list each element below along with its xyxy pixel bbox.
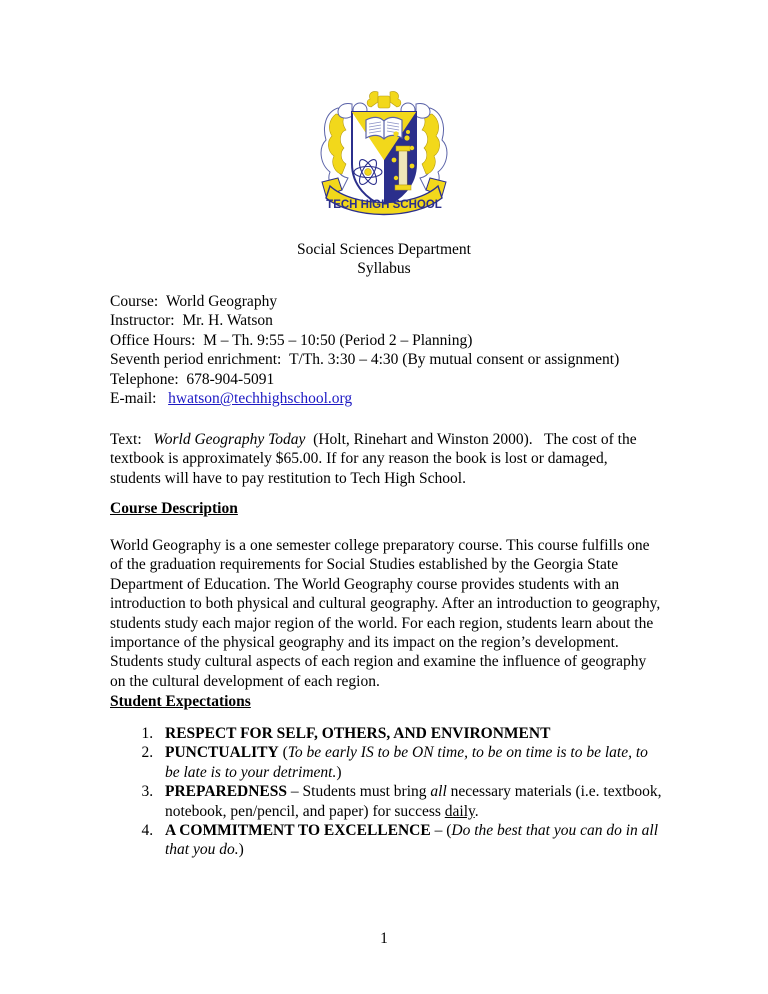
- tech-high-school-crest-icon: [308, 86, 460, 222]
- text-label: Text:: [110, 431, 142, 448]
- expectation-italic: Do the best that you can do in all that you do.: [165, 822, 659, 859]
- expectation-lead: A COMMITMENT TO EXCELLENCE: [165, 822, 431, 840]
- email-line: [110, 389, 662, 408]
- document-type-title: Syllabus: [357, 260, 411, 277]
- expectation-item: [157, 821, 662, 860]
- office-hours-line: [110, 331, 662, 350]
- expectation-lead: RESPECT FOR SELF, OTHERS, AND ENVIRONMENT: [165, 725, 551, 742]
- office-hours-label: Office Hours:: [110, 331, 196, 349]
- expectation-lead: PREPAREDNESS: [165, 783, 288, 801]
- header-title-block: [0, 240, 768, 278]
- expectation-italic: To be early IS to be ON time, to be on time is to be late, to be late is to your detriment.: [165, 744, 648, 781]
- expectation-underlined: daily: [444, 802, 475, 820]
- course-description-heading-wrap: [110, 499, 662, 518]
- textbook-rest: The cost of the textbook is approximately $65.00. If for any reason the book is lost or damaged, students will have to pay restitution to Tech High School.: [110, 431, 637, 487]
- school-crest-container: [0, 86, 768, 222]
- textbook-title: World Geography Today: [153, 431, 306, 448]
- expectation-lead: PUNCTUALITY: [165, 744, 279, 762]
- student-expectations-list-wrap: [110, 724, 662, 860]
- student-expectations-heading-wrap: [110, 692, 662, 711]
- student-expectations-heading: Student Expectations: [110, 693, 251, 710]
- expectation-item: [157, 743, 662, 782]
- email-label: E-mail:: [110, 390, 157, 408]
- course-description-body: World Geography is a one semester college preparatory course. This course fulfills one of the graduation requirements for Social Studies established by the Georgia State Department of Education. The World Geography course provides students with an introduction to both physical and cultural geography. After an introduction to geography, students study each major region of the world. For each region, students learn about the importance of the physical geography and its impact on the region’s development. Students study cultural aspects of each region and examine the influence of geography on the cultural development of each region.: [110, 537, 661, 690]
- expectation-item: [157, 724, 662, 743]
- instructor-value: Mr. H. Watson: [182, 312, 273, 330]
- textbook-publisher: (Holt, Rinehart and Winston 2000).: [313, 431, 533, 448]
- expectation-connector: (: [278, 744, 288, 762]
- course-line: [110, 292, 662, 311]
- expectation-tail: ): [336, 763, 342, 781]
- expectation-tail: ): [238, 841, 244, 859]
- instructor-line: [110, 311, 662, 330]
- expectation-tail: necessary materials (i.e. textbook, notebook, pen/pencil, and paper) for success: [165, 783, 662, 820]
- banner-text: TECH HIGH SCHOOL: [326, 199, 442, 211]
- enrichment-value: T/Th. 3:30 – 4:30 (By mutual consent or assignment): [289, 351, 620, 369]
- email-link[interactable]: hwatson@techhighschool.org: [168, 390, 353, 408]
- enrichment-label: Seventh period enrichment:: [110, 351, 282, 369]
- office-hours-value: M – Th. 9:55 – 10:50 (Period 2 – Planning): [203, 331, 473, 349]
- expectation-connector: – Students must bring: [287, 783, 431, 801]
- course-description-heading: Course Description: [110, 500, 238, 517]
- course-value: World Geography: [165, 293, 278, 310]
- enrichment-line: [110, 350, 662, 369]
- expectation-italic: all: [430, 783, 447, 801]
- student-expectations-list: [110, 724, 662, 860]
- instructor-label: Instructor:: [110, 312, 175, 330]
- course-info-block: [110, 292, 662, 408]
- department-title: Social Sciences Department: [297, 241, 471, 258]
- textbook-paragraph: [110, 430, 662, 488]
- course-label: Course:: [110, 293, 159, 310]
- telephone-label: Telephone:: [110, 370, 179, 388]
- telephone-value: 678-904-5091: [186, 370, 275, 388]
- page-number: 1: [380, 930, 388, 947]
- telephone-line: [110, 370, 662, 389]
- expectation-item: [157, 782, 662, 821]
- expectation-connector: – (: [430, 822, 452, 840]
- expectation-final: .: [474, 802, 479, 820]
